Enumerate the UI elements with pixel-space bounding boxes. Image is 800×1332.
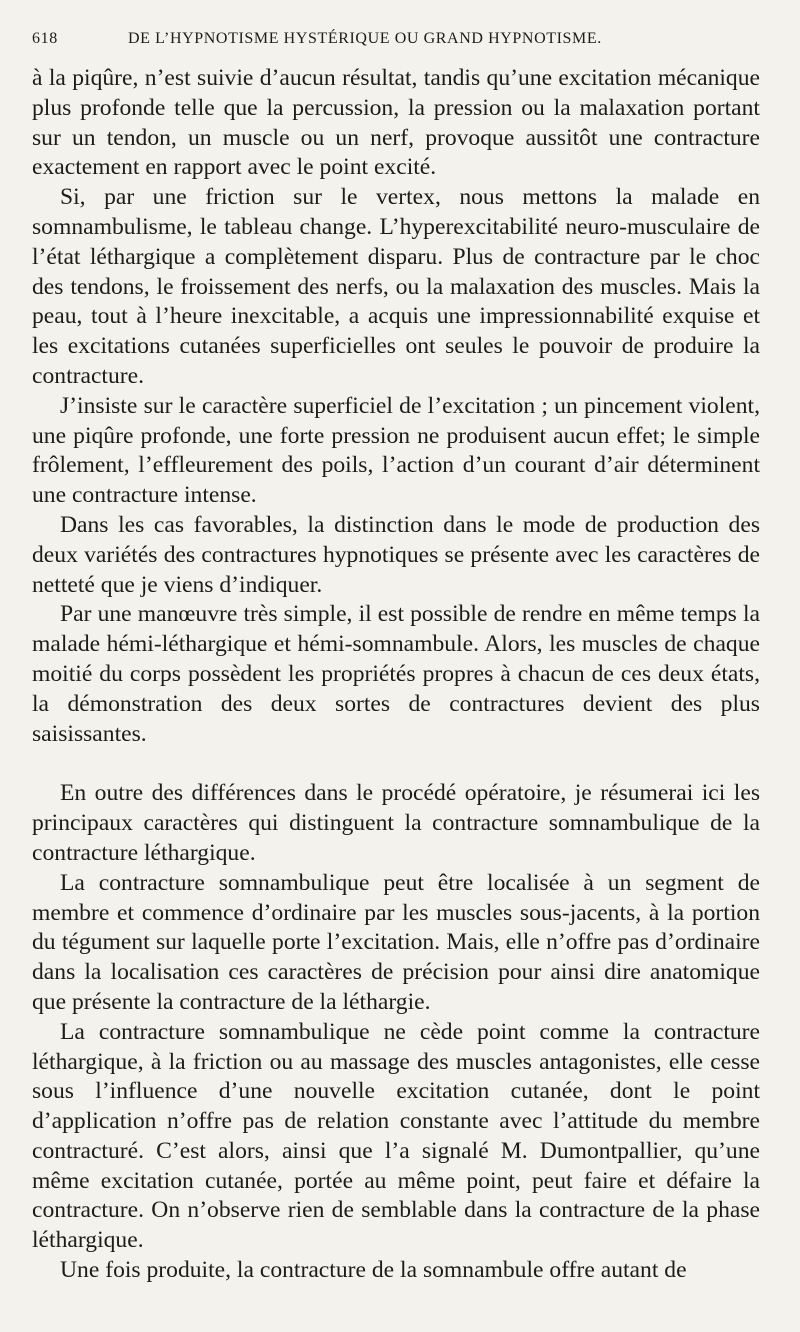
running-title: DE L’HYPNOTISME HYSTÉRIQUE OU GRAND HYPNOTISME. [128, 30, 602, 47]
paragraph: La contracture somnambulique ne cède point comme la contracture léthargique, à la friction ou au massage des muscles antagonistes, elle cesse sous l’influence d’une nouvelle excitation cutanée, dont le point d’application n’offre pas de relation constante avec l’attitude du membre contracturé. C’est alors, ainsi que l’a signalé M. Dumontpallier, qu’une même excitation cutanée, portée au même point, peut faire et défaire la contracture. On n’observe rien de semblable dans la contracture de la phase léthargique. [32, 1018, 760, 1254]
paragraph: La contracture somnambulique peut être localisée à un segment de membre et commence d’ordinaire par les muscles sous-jacents, à la portion du tégument sur laquelle porte l’excitation. Mais, elle n’offre pas d’ordinaire dans la localisation ces caractères de précision pour ainsi dire anatomique que présente la contracture de la léthargie. [32, 869, 760, 1015]
paragraph: J’insiste sur le caractère superficiel de l’excitation ; un pincement violent, une piqûre profonde, une forte pression ne produisent aucun effet; le simple frôlement, l’effleurement des poils, l’action d’un courant d’air déterminent une contracture intense. [32, 392, 760, 509]
paragraph: Si, par une friction sur le vertex, nous mettons la malade en somnambulisme, le tableau change. L’hyperexcitabilité neuro-musculaire de l’état léthargique a complètement disparu. Plus de contracture par le choc des tendons, le froissement des nerfs, ou la malaxation des muscles. Mais la peau, tout à l’heure inexcitable, a acquis une impressionnabilité exquise et les excitations cutanées superficielles ont seules le pouvoir de produire la contracture. [32, 184, 760, 389]
book-page [32, 30, 760, 1286]
paragraph: Par une manœuvre très simple, il est possible de rendre en même temps la malade hémi-léthargique et hémi-somnambule. Alors, les muscles de chaque moitié du corps possèdent les propriétés propres à chacun de ces deux états, la démonstration des deux sortes de contractures devient des plus saisissantes. [32, 601, 760, 747]
body-text [32, 64, 760, 1286]
paragraph: Dans les cas favorables, la distinction dans le mode de production des deux variétés des contractures hypnotiques se présente avec les caractères de netteté que je viens d’indiquer. [32, 511, 760, 598]
paragraph: Une fois produite, la contracture de la somnambule offre autant de [60, 1257, 687, 1284]
page-header [32, 30, 760, 64]
paragraph: à la piqûre, n’est suivie d’aucun résultat, tandis qu’une excitation mécanique plus profonde telle que la percussion, la pression ou la malaxation portant sur un tendon, un muscle ou un nerf, provoque aussitôt une contracture exactement en rapport avec le point excité. [32, 65, 760, 181]
paragraph: En outre des différences dans le procédé opératoire, je résumerai ici les principaux caractères qui distinguent la contracture somnambulique de la contracture léthargique. [32, 780, 760, 866]
page-number: 618 [32, 30, 58, 47]
